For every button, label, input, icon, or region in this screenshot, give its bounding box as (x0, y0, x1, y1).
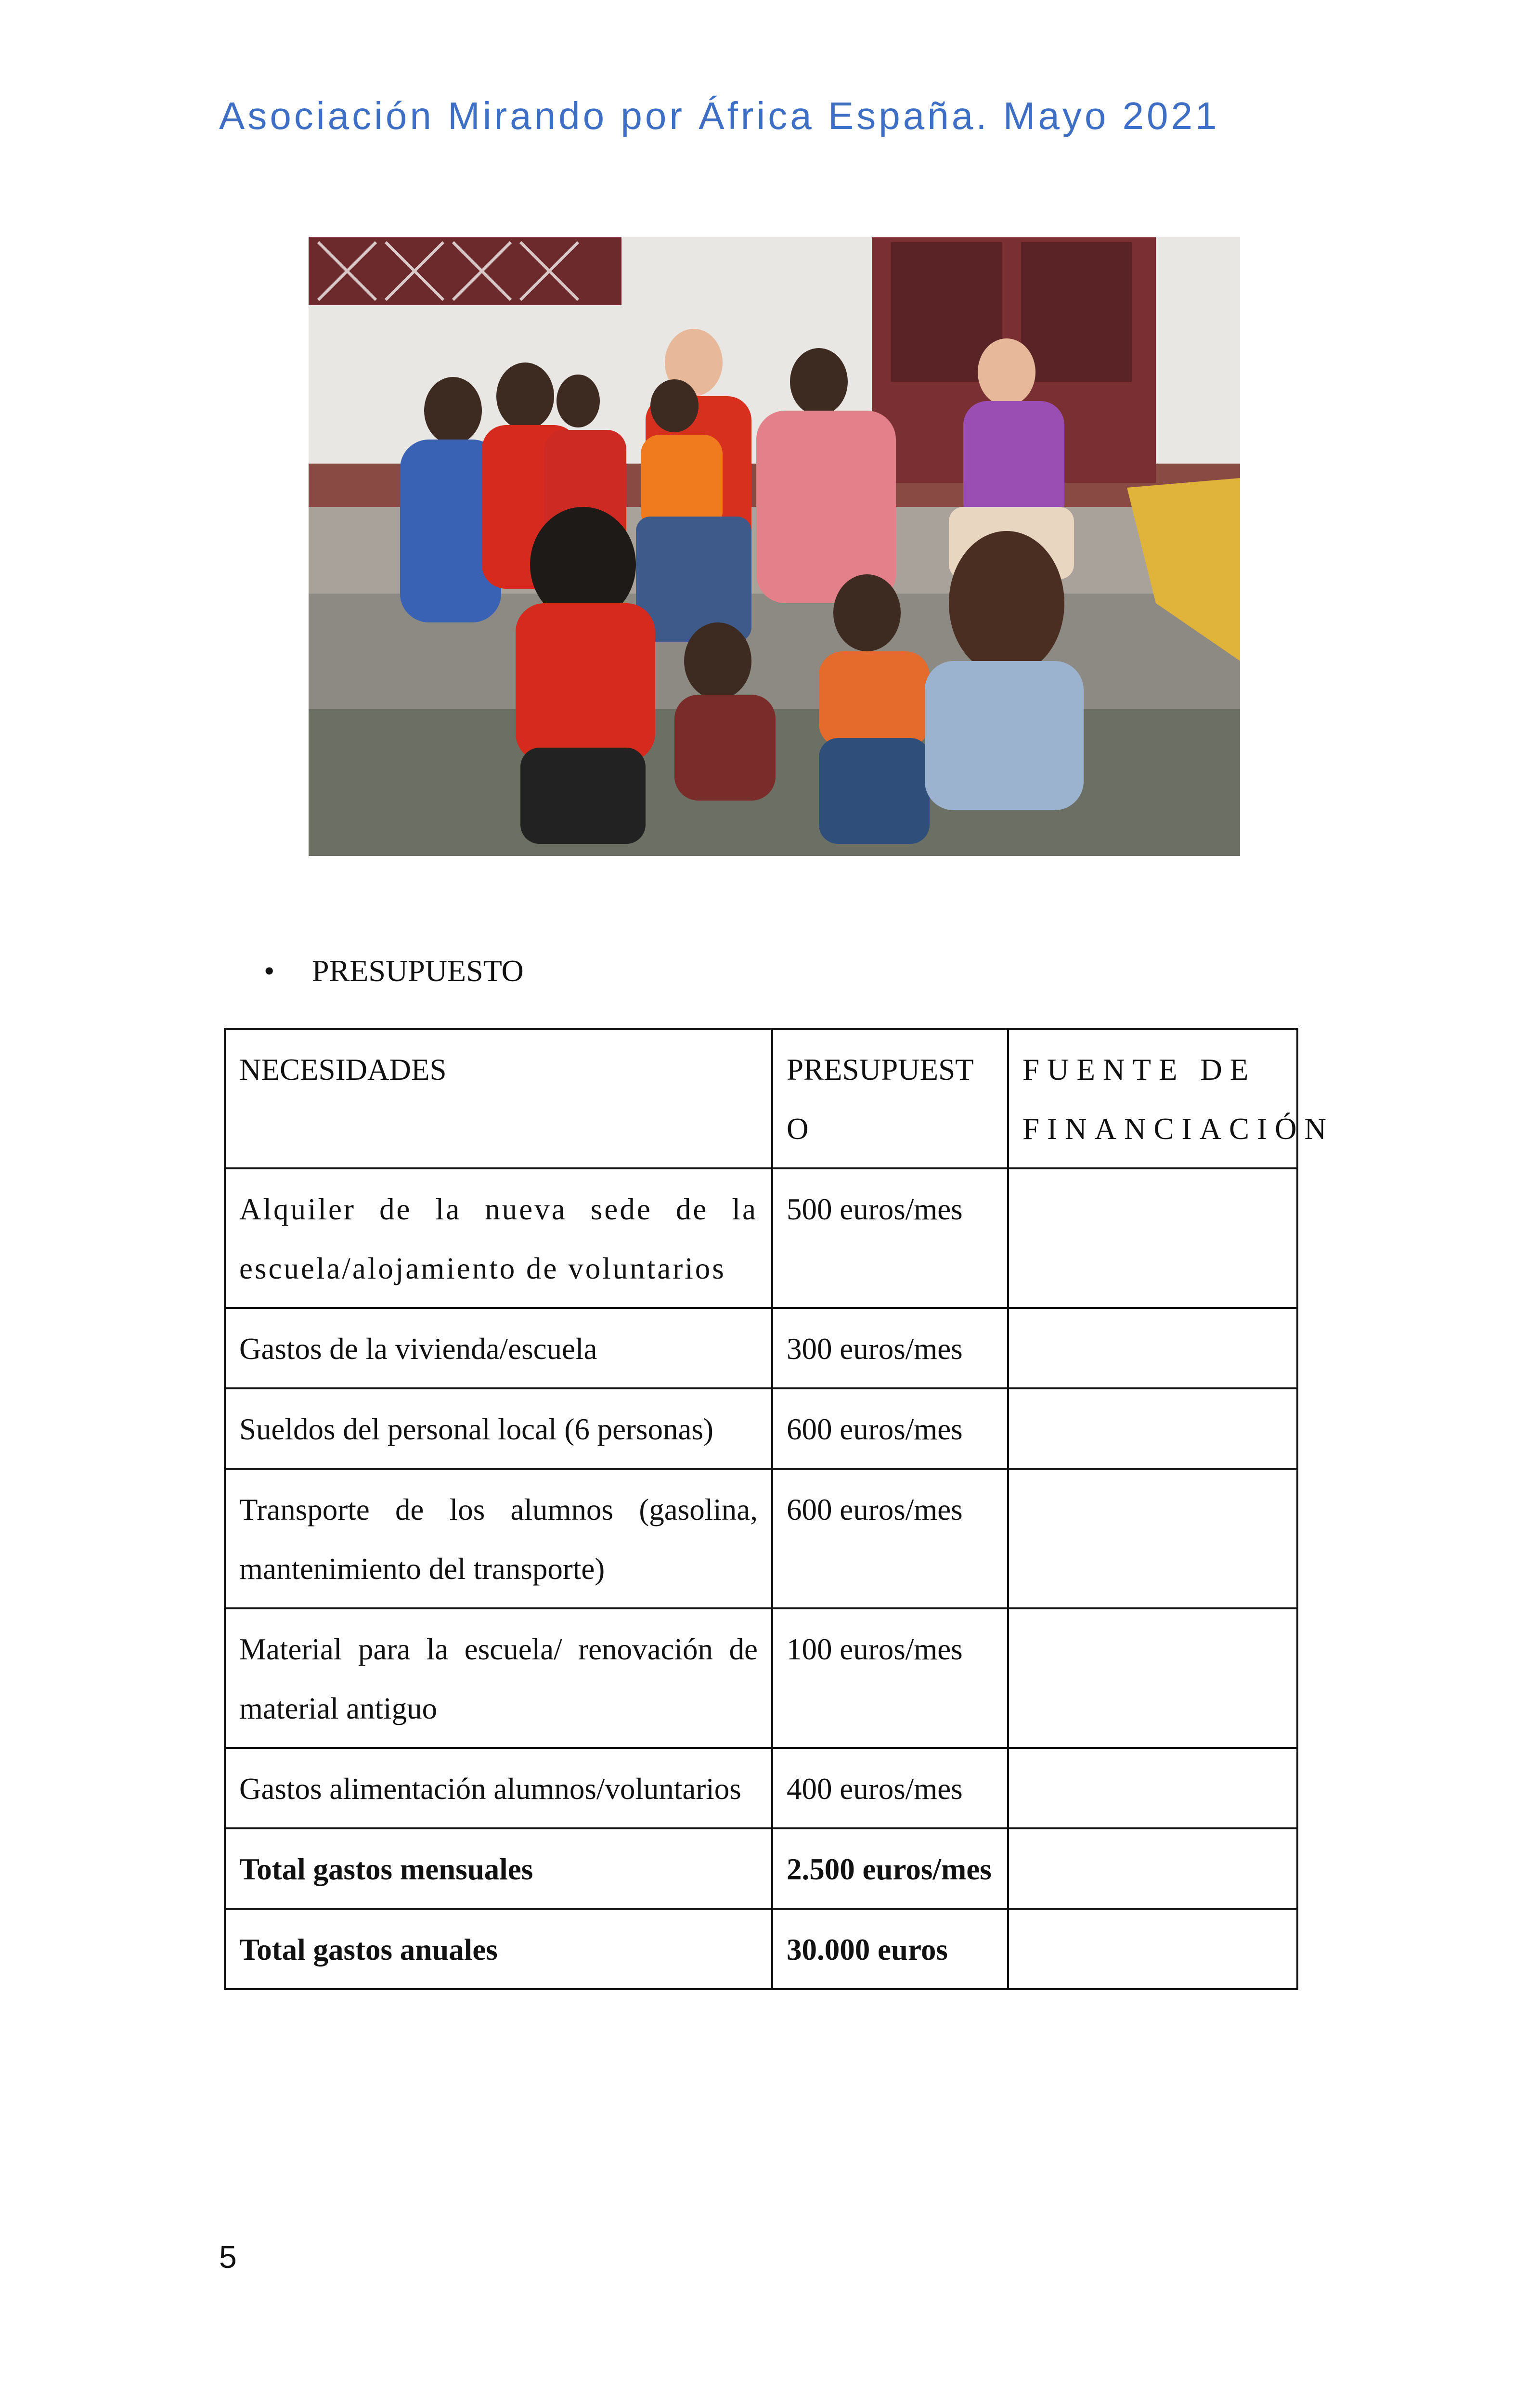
need-cell: Material para la escuela/ renovación de material antiguo (225, 1608, 772, 1748)
source-cell (1008, 1388, 1297, 1469)
header-presupuesto-text: PRESUPUESTO (787, 1053, 974, 1146)
header-presupuesto (772, 1029, 1008, 1168)
budget-cell: 300 euros/mes (772, 1308, 1008, 1388)
budget-cell: 600 euros/mes (772, 1388, 1008, 1469)
document-header: Asociación Mirando por África España. Mayo 2021 (219, 94, 1220, 137)
need-cell: Gastos de la vivienda/escuela (225, 1308, 772, 1388)
budget-table (224, 1028, 1334, 1990)
total-annual-source (1008, 1909, 1297, 1989)
bullet-icon: • (264, 954, 275, 988)
table-row (225, 1748, 1297, 1828)
total-monthly-source (1008, 1828, 1297, 1909)
source-cell (1008, 1608, 1297, 1748)
need-cell: Gastos alimentación alumnos/voluntarios (225, 1748, 772, 1828)
budget-cell: 500 euros/mes (772, 1168, 1008, 1308)
budget-cell: 100 euros/mes (772, 1608, 1008, 1748)
need-cell: Transporte de los alumnos (gasolina, mantenimiento del transporte) (225, 1469, 772, 1608)
total-annual-row (225, 1909, 1297, 1989)
header-necesidades: NECESIDADES (225, 1029, 772, 1168)
source-cell (1008, 1168, 1297, 1308)
table-row (225, 1308, 1297, 1388)
total-monthly-row (225, 1828, 1297, 1909)
header-fuente: FUENTE DE FINANCIACIÓN (1008, 1029, 1297, 1168)
page-number: 5 (219, 2239, 237, 2275)
table-row (225, 1469, 1297, 1608)
total-annual-label: Total gastos anuales (225, 1909, 772, 1989)
budget-section-heading (264, 953, 524, 989)
group-photo (309, 237, 1240, 856)
table-row (225, 1608, 1297, 1748)
table-header-row (225, 1029, 1297, 1168)
total-monthly-label: Total gastos mensuales (225, 1828, 772, 1909)
table-row (225, 1168, 1297, 1308)
source-cell (1008, 1469, 1297, 1608)
need-cell: Alquiler de la nueva sede de la escuela/alojamiento de voluntarios (225, 1168, 772, 1308)
section-title: PRESUPUESTO (312, 954, 524, 988)
budget-cell: 400 euros/mes (772, 1748, 1008, 1828)
source-cell (1008, 1748, 1297, 1828)
total-annual-value: 30.000 euros (772, 1909, 1008, 1989)
total-monthly-value: 2.500 euros/mes (772, 1828, 1008, 1909)
need-cell: Sueldos del personal local (6 personas) (225, 1388, 772, 1469)
source-cell (1008, 1308, 1297, 1388)
budget-cell: 600 euros/mes (772, 1469, 1008, 1608)
table-row (225, 1388, 1297, 1469)
